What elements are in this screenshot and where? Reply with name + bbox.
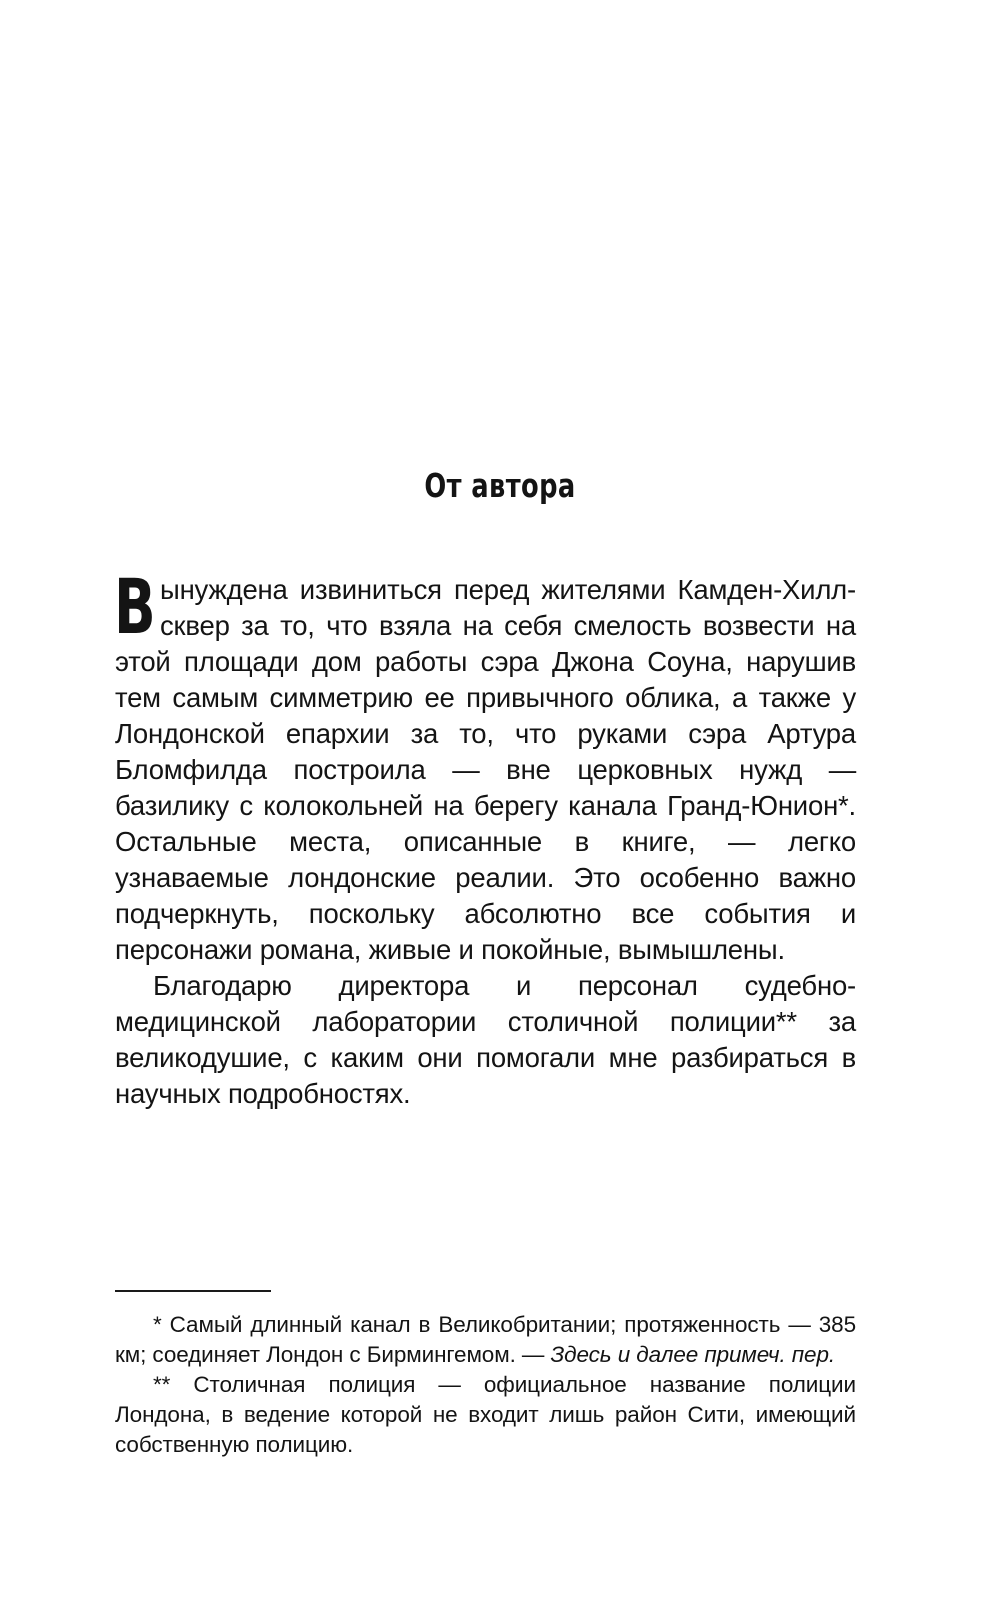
footnote-divider [115,1290,271,1292]
page-title: От автора [424,466,576,505]
footnote-1-note: Здесь и далее примеч. пер. [544,1342,836,1367]
footnote-2: ** Столичная полиция — официальное название полиции Лондона, в ведение которой не входит лишь район Сити, имеющий собственную полицию. [115,1372,856,1457]
footnotes [115,1310,856,1460]
main-text [114,562,856,1112]
paragraph-2: Благодарю директора и персонал судебно-медицинской лаборатории столичной полиции** за великодушие, с каким они помогали мне разбираться в научных подробностях. [115,970,856,1109]
paragraph-1 [114,562,856,968]
footnote-1-text: * Самый длинный канал в Великобритании; протяженность — 385 км; соединяет Лондон с Бирмингемом. — [115,1312,856,1367]
drop-cap: В [114,562,156,651]
paragraph-1-text: ынуждена извиниться перед жителями Камден-Хилл-сквер за то, что взяла на себя смелость возвести на этой площади дом работы сэра Джона Соуна, нарушив тем самым симметрию ее привычного облика, а также у Лондонской епархии за то, что руками сэра Артура Бломфилда построила — вне церковных нужд — базилику с колокольней на берегу канала Гранд-Юнион*. Остальные места, описанные в книге, — легко узнаваемые лондонские реалии. Это особенно важно подчеркнуть, поскольку абсолютно все события и персонажи романа, живые и покойные, вымышлены. [115,574,856,965]
footnote-1 [115,1310,856,1370]
